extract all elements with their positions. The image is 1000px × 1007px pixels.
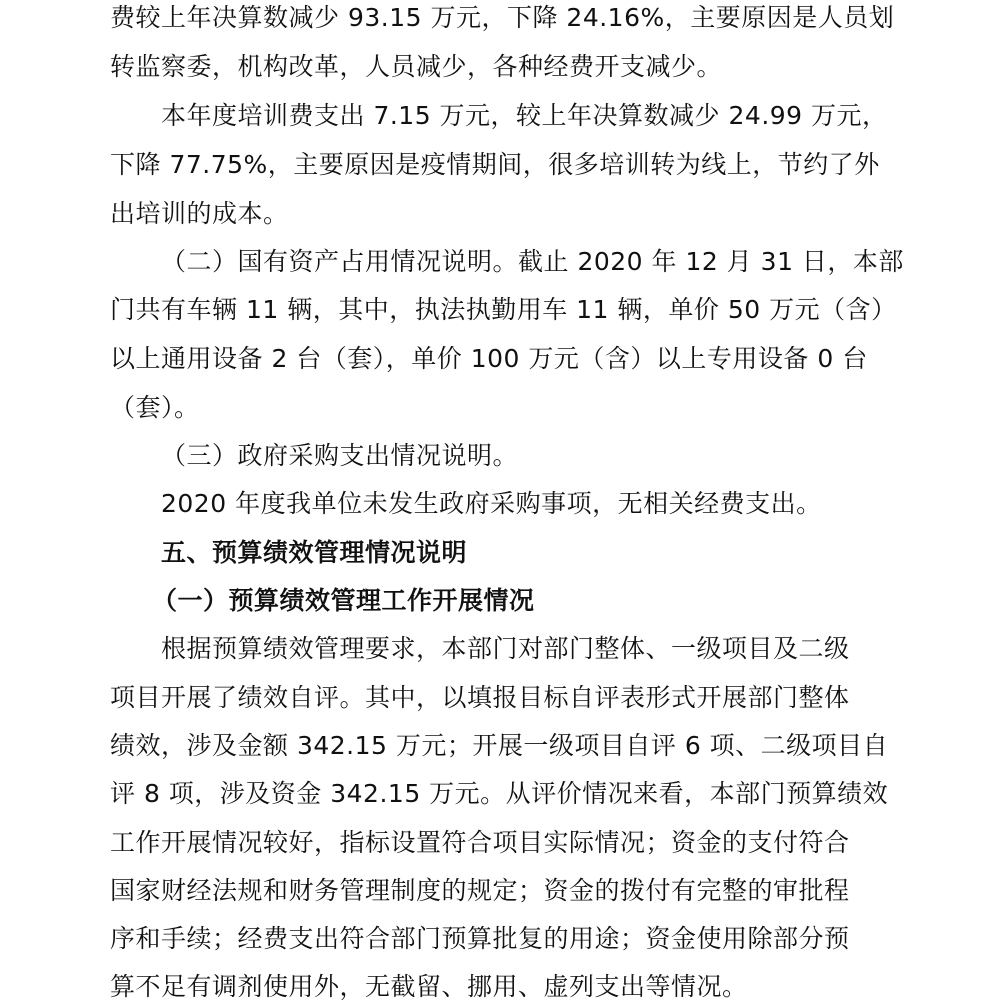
text-line: 评 8 项，涉及资金 342.15 万元。从评价情况来看，本部门预算绩效 (110, 779, 889, 808)
section-heading-five: 五、预算绩效管理情况说明 (161, 538, 468, 567)
text-line: 以上通用设备 2 台（套），单价 100 万元（含）以上专用设备 0 台 (110, 344, 868, 373)
text-line: 工作开展情况较好，指标设置符合项目实际情况；资金的支付符合 (110, 828, 850, 857)
subheading-government-procurement: （三）政府采购支出情况说明。 (161, 441, 519, 470)
text-line: 费较上年决算数减少 93.15 万元，下降 24.16%，主要原因是人员划 (110, 3, 895, 32)
text-line: 绩效，涉及金额 342.15 万元；开展一级项目自评 6 项、二级项目自 (110, 731, 889, 760)
paragraph-procurement: 2020 年度我单位未发生政府采购事项，无相关经费支出。 (161, 489, 822, 518)
text-line: 转监察委，机构改革，人员减少，各种经费开支减少。 (110, 52, 723, 81)
text-line: 项目开展了绩效自评。其中，以填报目标自评表形式开展部门整体 (110, 683, 850, 712)
text-line: 序和手续；经费支出符合部门预算批复的用途；资金使用除部分预 (110, 924, 850, 953)
text-line: 出培训的成本。 (110, 199, 289, 228)
text-line: 算不足有调剂使用外，无截留、挪用、虚列支出等情况。 (110, 972, 748, 1001)
text-line: 下降 77.75%，主要原因是疫情期间，很多培训转为线上，节约了外 (110, 150, 880, 179)
paragraph-state-assets: （二）国有资产占用情况说明。截止 2020 年 12 月 31 日，本部 (161, 247, 904, 276)
text-line: 国家财经法规和财务管理制度的规定；资金的拨付有完整的审批程 (110, 876, 850, 905)
text-line: （套）。 (110, 393, 200, 422)
paragraph-training-fee: 本年度培训费支出 7.15 万元，较上年决算数减少 24.99 万元， (161, 101, 888, 130)
paragraph-performance: 根据预算绩效管理要求，本部门对部门整体、一级项目及二级 (161, 634, 850, 663)
subheading-performance-work: （一）预算绩效管理工作开展情况 (152, 586, 535, 615)
text-line: 门共有车辆 11 辆，其中，执法执勤用车 11 辆，单价 50 万元（含） (110, 295, 897, 324)
